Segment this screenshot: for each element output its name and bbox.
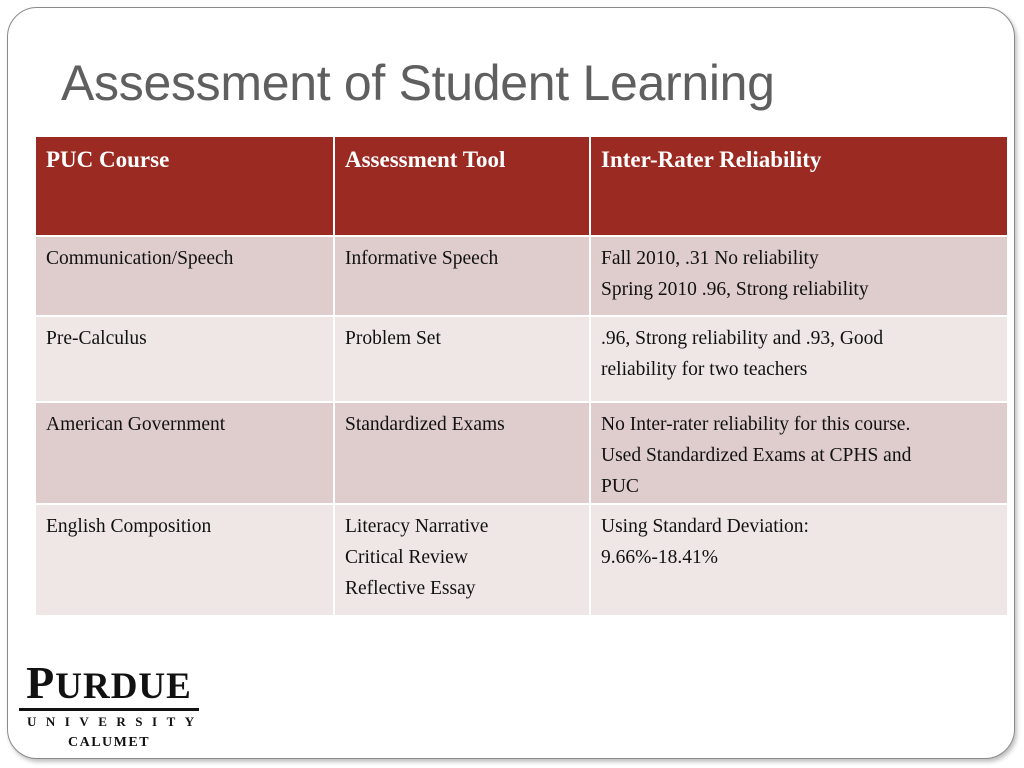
logo-wordmark xyxy=(19,657,199,711)
reliability-cell xyxy=(590,236,1008,316)
course-cell xyxy=(35,316,334,402)
reliability-line: PUC xyxy=(601,476,639,497)
tool-cell xyxy=(334,236,590,316)
purdue-calumet-logo xyxy=(19,657,204,751)
course-cell xyxy=(35,402,334,504)
logo-name-rest: URDUE xyxy=(55,666,192,707)
table-row xyxy=(35,402,1008,504)
column-header-course: PUC Course xyxy=(35,136,334,236)
course-cell xyxy=(35,504,334,616)
table-row xyxy=(35,504,1008,616)
course-name: Pre-Calculus xyxy=(46,328,147,349)
slide-title: Assessment of Student Learning xyxy=(61,55,775,111)
tool-line: Informative Speech xyxy=(345,248,499,269)
table-header-row xyxy=(35,136,1008,236)
tool-cell xyxy=(334,402,590,504)
reliability-line: No Inter-rater reliability for this course. xyxy=(601,414,911,435)
logo-campus: CALUMET xyxy=(67,735,151,750)
column-header-tool: Assessment Tool xyxy=(334,136,590,236)
reliability-cell xyxy=(590,316,1008,402)
reliability-line: Fall 2010, .31 No reliability xyxy=(601,248,819,269)
table-row xyxy=(35,316,1008,402)
reliability-line: 9.66%-18.41% xyxy=(601,547,718,568)
logo-university: UNIVERSITY xyxy=(27,714,204,729)
course-name: Communication/Speech xyxy=(46,248,234,269)
course-name: American Government xyxy=(46,414,226,435)
reliability-line: Used Standardized Exams at CPHS and xyxy=(601,445,912,466)
reliability-line: Spring 2010 .96, Strong reliability xyxy=(601,279,869,300)
tool-line: Reflective Essay xyxy=(345,578,476,599)
course-name: English Composition xyxy=(46,516,212,537)
course-cell xyxy=(35,236,334,316)
reliability-line: reliability for two teachers xyxy=(601,359,808,380)
assessment-table xyxy=(34,135,1009,617)
reliability-line: .96, Strong reliability and .93, Good xyxy=(601,328,884,349)
logo-initial: P xyxy=(26,657,56,708)
table-row xyxy=(35,236,1008,316)
tool-cell xyxy=(334,504,590,616)
reliability-cell xyxy=(590,402,1008,504)
tool-line: Standardized Exams xyxy=(345,414,505,435)
tool-line: Problem Set xyxy=(345,328,441,349)
tool-line: Literacy Narrative xyxy=(345,516,489,537)
tool-line: Critical Review xyxy=(345,547,468,568)
tool-cell xyxy=(334,316,590,402)
reliability-cell xyxy=(590,504,1008,616)
reliability-line: Using Standard Deviation: xyxy=(601,516,809,537)
column-header-reliability: Inter-Rater Reliability xyxy=(590,136,1008,236)
